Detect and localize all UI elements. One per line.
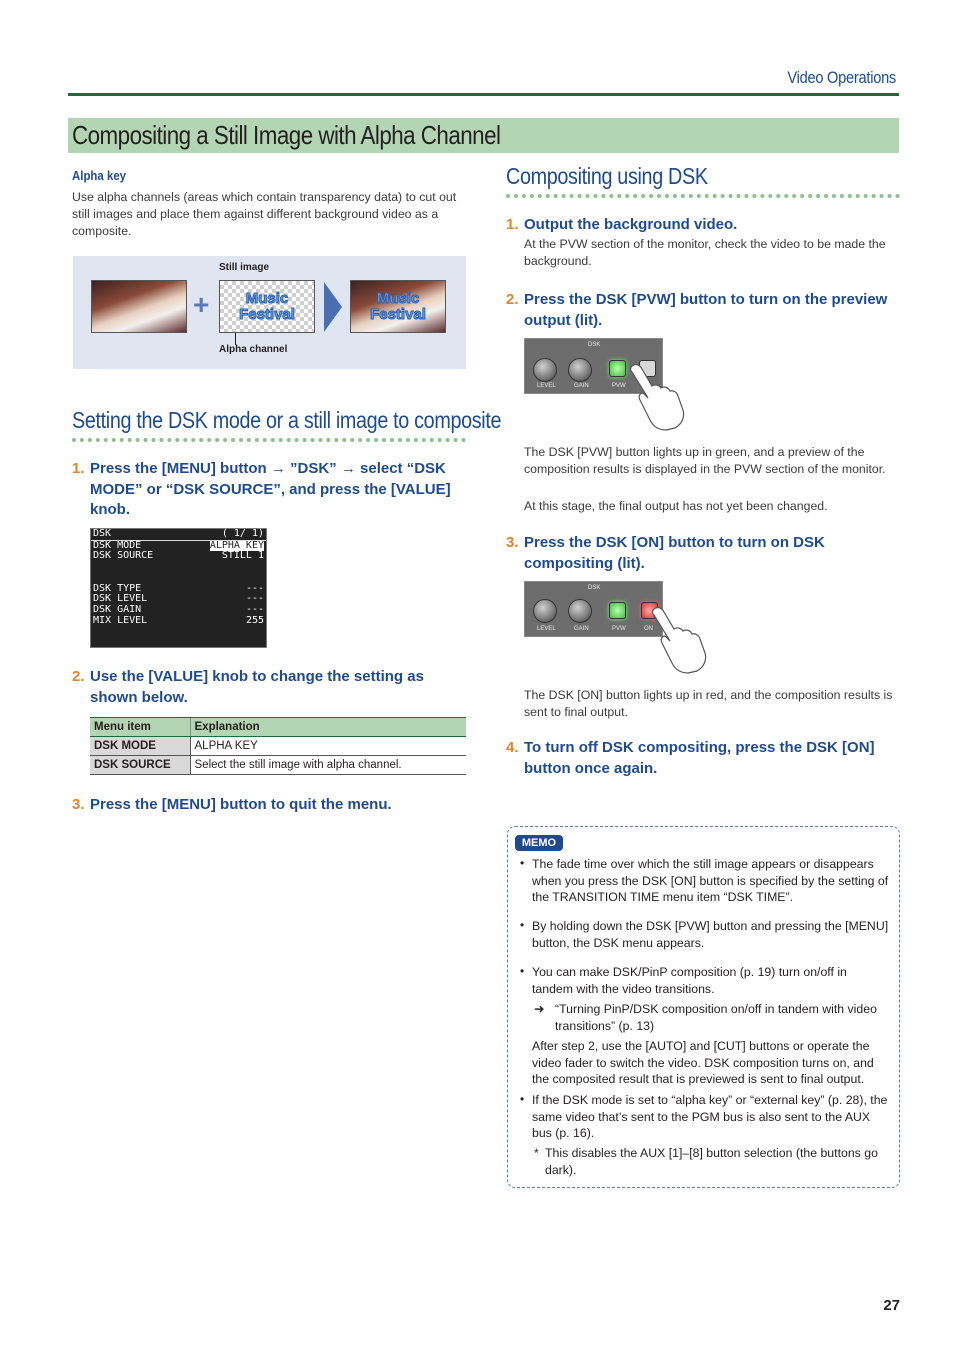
lcd-row [91,529,266,541]
memo-badge: MEMO [515,835,563,851]
alpha-channel-label: Alpha channel [219,344,288,355]
dsk-step-2-body-2: At this stage, the final output has not yet been changed. [524,499,828,513]
lcd-right: --- [245,603,264,615]
arrow-right-icon [322,280,344,334]
step-text: Use the [VALUE] knob to change the setting as shown below. [90,668,424,706]
gain-knob[interactable] [568,599,592,623]
setting-heading-rule [72,438,466,442]
composite-result-image [350,280,446,333]
dsk-step-3 [506,533,896,574]
dsk-step-3-body: The DSK [ON] button lights up in red, and the composition results is sent to final output. [524,688,893,719]
table-cell: ALPHA KEY [190,737,466,756]
lcd-right: --- [245,582,264,594]
panel-title: DSK [588,585,601,591]
step-number: 3. [72,796,85,813]
bullet-icon: • [520,856,525,870]
step-text: Press the DSK [PVW] button to turn on the preview output (lit). [524,291,888,329]
memo-item-4: If the DSK mode is set to “alpha key” or “external key” (p. 28), the same video that’s sent to the PGM bus is also sent to the AUX bus (p. 16). [532,1093,888,1140]
logo-line1: Music [245,290,289,307]
pointing-hand-icon [628,362,686,432]
table-header-row [90,718,466,737]
step-number: 3. [506,534,519,551]
setting-step-3 [72,795,462,816]
table-row [90,737,466,756]
pvw-button[interactable] [609,602,626,619]
reference-arrow-icon: ➜ [534,1002,545,1016]
lcd-menu-screen [90,528,267,648]
dsk-heading: Compositing using DSK [506,163,708,189]
level-label: LEVEL [537,383,556,389]
memo-note: This disables the AUX [1]–[8] button selection (the buttons go dark). [545,1146,878,1177]
table-header: Menu item [90,718,190,737]
page-number: 27 [883,1297,900,1314]
background-video-image [91,280,187,333]
bullet-icon: • [520,1092,525,1106]
memo-item-1: The fade time over which the still image appears or disappears when you press the DSK [ON] button is specified by the setting of the TRANSITION TIME menu item “DSK TIME”. [532,857,889,904]
step-number: 2. [506,291,519,308]
setting-heading: Setting the DSK mode or a still image to composite [72,407,502,433]
table-header: Explanation [190,718,466,737]
dsk-panel-on [524,581,663,637]
lcd-row [91,562,266,573]
memo-reference[interactable]: “Turning PinP/DSK composition on/off in tandem with video transitions” (p. 13) [555,1002,877,1033]
memo-item-3: You can make DSK/PinP composition (p. 19) turn on/off in tandem with the video transitions. [532,965,847,996]
dsk-step-1-body: At the PVW section of the monitor, check the video to be made the background. [524,237,886,268]
lcd-right: STILL 1 [221,550,264,562]
dsk-step-2 [506,290,896,331]
dsk-step-2-body-1: The DSK [PVW] button lights up in green, and a preview of the composition results is displayed in the PVW section of the monitor. [524,445,886,476]
lcd-right: --- [245,593,264,605]
gain-knob[interactable] [568,358,592,382]
gain-label: GAIN [574,626,589,632]
lcd-row [91,616,266,627]
lcd-right: ( 1/ 1) [221,528,264,539]
step-text: Press the DSK [ON] button to turn on DSK compositing (lit). [524,534,825,572]
step-text: Output the background video. [524,216,738,233]
table-cell-key: DSK SOURCE [90,756,190,775]
lcd-left: DSK MODE [93,539,142,551]
still-image-alpha [219,280,315,333]
step-number: 1. [72,460,85,477]
logo-line2: Festival [239,306,295,323]
lcd-left: DSK GAIN [93,603,142,615]
result-logo-line1: Music [376,290,420,307]
bullet-icon: • [520,918,525,932]
lcd-left: DSK SOURCE [93,550,154,562]
section-label: Video Operations [787,68,896,87]
step-text: Press the [MENU] button → ”DSK” → select “DSK MODE” or “DSK SOURCE”, and press the [VALUE] knob. [90,460,451,518]
panel-title: DSK [588,342,601,348]
dsk-settings-table [90,717,466,775]
dsk-heading-rule [506,194,900,198]
still-image-label: Still image [219,262,270,273]
dsk-step-4 [506,738,896,779]
lcd-left: MIX LEVEL [93,614,148,626]
alpha-key-heading: Alpha key [72,168,127,183]
table-cell: Select the still image with alpha channel. [190,756,466,775]
level-knob[interactable] [533,358,557,382]
step-text: To turn off DSK compositing, press the DSK [ON] button once again. [524,739,875,777]
on-label: ON [644,626,653,632]
lcd-row [91,605,266,616]
page-title: Compositing a Still Image with Alpha Channel [72,120,501,150]
level-label: LEVEL [537,626,556,632]
step-number: 1. [506,216,519,233]
memo-item-2: By holding down the DSK [PVW] button and pressing the [MENU] button, the DSK menu appears. [532,919,889,950]
lcd-right: 255 [245,614,264,626]
lcd-left: DSK TYPE [93,582,142,594]
level-knob[interactable] [533,599,557,623]
step-number: 2. [72,668,85,685]
note-asterisk: * [534,1146,539,1160]
step-text: Press the [MENU] button to quit the menu. [90,796,392,813]
lcd-left: DSK [93,528,112,539]
pointing-hand-icon [650,605,708,675]
setting-step-1 [72,459,462,521]
step-number: 4. [506,739,519,756]
table-cell-key: DSK MODE [90,737,190,756]
pvw-button[interactable] [609,360,626,377]
lcd-left: DSK LEVEL [93,593,148,605]
lcd-row [91,551,266,562]
gain-label: GAIN [574,383,589,389]
alpha-key-text: Use alpha channels (areas which contain transparency data) to cut out still images and place them against different background video as a composite. [72,190,457,238]
result-logo-line2: Festival [370,306,426,323]
memo-after-text: After step 2, use the [AUTO] and [CUT] buttons or operate the video fader to switch the video. DSK composition turns on, and the composited result that is previewed is sent to final output. [532,1039,874,1086]
bullet-icon: • [520,964,525,978]
setting-step-2 [72,667,462,708]
pvw-label: PVW [612,626,626,632]
pvw-label: PVW [612,383,626,389]
plus-icon: + [193,289,210,320]
table-row [90,756,466,775]
header-rule [68,93,899,96]
lcd-right-selected: ALPHA KEY [209,539,264,551]
dsk-step-1 [506,215,896,236]
